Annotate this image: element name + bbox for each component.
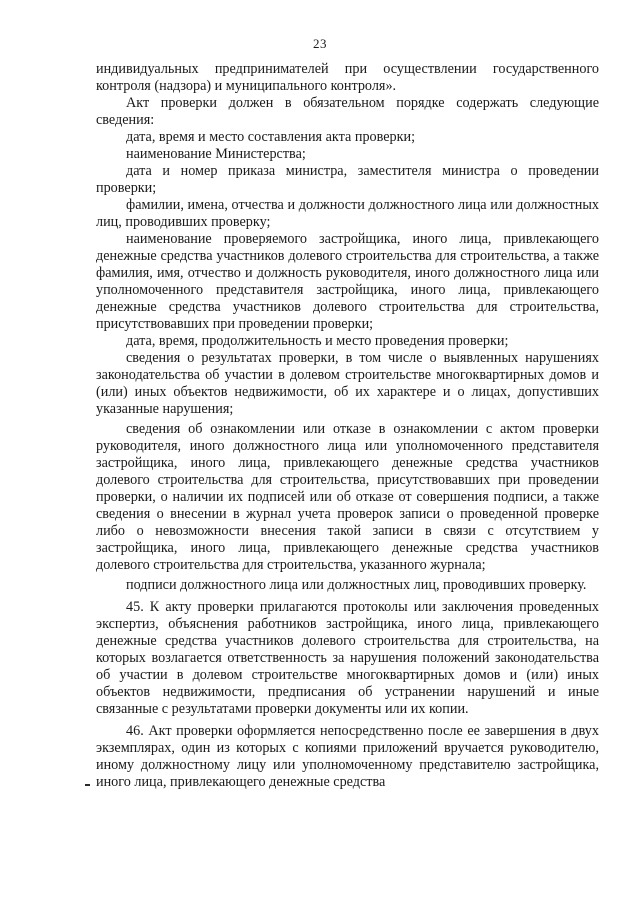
- page-number: 23: [313, 36, 327, 51]
- list-item-order-number: дата и номер приказа министра, заместителя министра о проведении проверки;: [96, 163, 599, 196]
- list-item-developer-name: наименование проверяемого застройщика, иного лица, привлекающего денежные средства участников долевого строительства для строительства, а также фамилия, имя, отчество и должность руководителя, иного должностного лица или уполномоченного представителя застройщика, иного лица, привлекающего денежные средства участников долевого строительства для строительства, присутствовавших при проведении проверки;: [96, 231, 599, 332]
- list-item-inspection-results: сведения о результатах проверки, в том числе о выявленных нарушениях законодательства об участии в долевом строительстве многоквартирных домов и (или) иных объектов недвижимости, об их характере и о лицах, допустивших указанные нарушения;: [96, 350, 599, 417]
- paragraph-act-requirements-intro: Акт проверки должен в обязательном порядке содержать следующие сведения:: [96, 95, 599, 128]
- list-item-acquaintance: сведения об ознакомлении или отказе в ознакомлении с актом проверки руководителя, иного должностного лица или уполномоченного представителя застройщика, иного лица, привлекающего денежные средства участников долевого строительства для строительства, присутствовавших при проведении проверки, о наличии их подписей или об отказе от совершения подписи, а также сведения о внесении в журнал учета проверок записи о проведенной проверке либо о невозможности внесения такой записи в связи с отсутствием у застройщика, иного лица, привлекающего денежные средства участников долевого строительства для строительства, указанного журнала;: [96, 421, 599, 573]
- paragraph-45: 45. К акту проверки прилагаются протоколы или заключения проведенных экспертиз, объяснения работников застройщика, иного лица, привлекающего денежные средства участников долевого строительства для строительства, на которых возлагается ответственность за нарушения положений законодательства об участии в долевом строительстве многоквартирных домов и (или) иных объектов недвижимости, предписания об устранении нарушений и иные связанные с результатами проверки документы или их копии.: [96, 599, 599, 717]
- list-item-ministry-name: наименование Министерства;: [126, 146, 306, 162]
- list-item-date-time-place: дата, время и место составления акта проверки;: [126, 129, 416, 145]
- margin-mark: [85, 784, 90, 786]
- paragraph-46: 46. Акт проверки оформляется непосредственно после ее завершения в двух экземплярах, один из которых с копиями приложений вручается руководителю, иному должностному лицу или уполномоченному представителю застройщика, иного лица, привлекающего денежные средства: [96, 723, 599, 790]
- paragraph-continuation: индивидуальных предпринимателей при осуществлении государственного контроля (надзора) и муниципального контроля».: [96, 61, 599, 94]
- list-item-inspectors: фамилии, имена, отчества и должности должностного лица или должностных лиц, проводивших проверку;: [96, 197, 599, 230]
- list-item-signatures: подписи должностного лица или должностных лиц, проводивших проверку.: [126, 577, 587, 593]
- list-item-inspection-duration: дата, время, продолжительность и место проведения проверки;: [126, 333, 509, 349]
- document-body: [96, 61, 599, 791]
